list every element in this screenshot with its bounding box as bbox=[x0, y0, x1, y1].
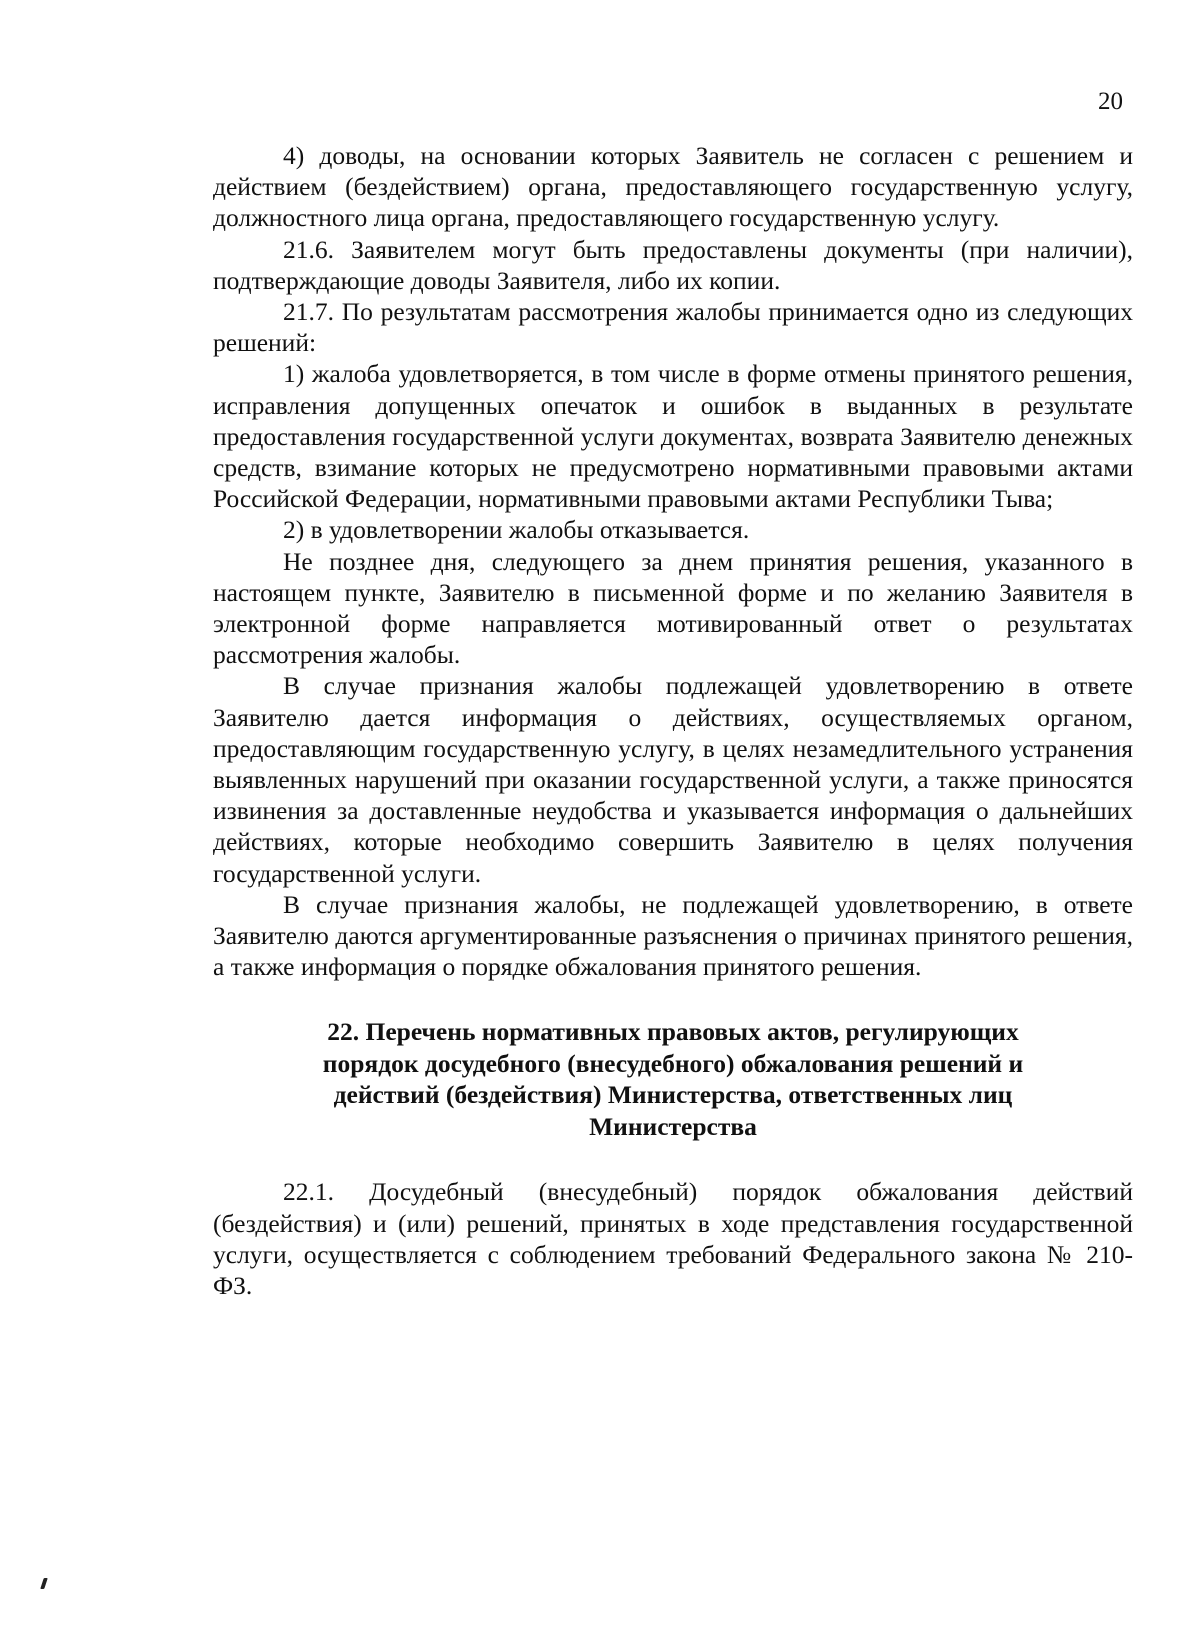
paragraph-complaint-rejected: В случае признания жалобы, не подлежащей удовлетворению, в ответе Заявителю даются аргументированные разъяснения о причинах принятого решения, а также информация о порядке обжалования принятого решения. bbox=[213, 889, 1133, 982]
paragraph-response-deadline: Не позднее дня, следующего за днем принятия решения, указанного в настоящем пункте, Заявителю в письменной форме и по желанию Заявителя в электронной форме направляется мотивированный ответ о результатах рассмотрения жалобы. bbox=[213, 546, 1133, 670]
paragraph-decision-1: 1) жалоба удовлетворяется, в том числе в форме отмены принятого решения, исправления допущенных опечаток и ошибок в выданных в результате предоставления государственной услуги документах, возврата Заявителю денежных средств, взимание которых не предусмотрено нормативными правовыми актами Российской Федерации, нормативными правовыми актами Республики Тыва; bbox=[213, 359, 1133, 514]
paragraph-decision-2: 2) в удовлетворении жалобы отказывается. bbox=[283, 515, 750, 545]
paragraph-complaint-satisfied: В случае признания жалобы подлежащей удовлетворению в ответе Заявителю дается информация о действиях, осуществляемых органом, предоставляющим государственную услугу, в целях незамедлительного устранения выявленных нарушений при оказании государственной услуги, а также приносятся извинения за доставленные неудобства и указывается информация о дальнейших действиях, которые необходимо совершить Заявителю в целях получения государственной услуги. bbox=[213, 671, 1133, 888]
section-heading-22: 22. Перечень нормативных правовых актов, регулирующих порядок досудебного (внесудебного) обжалования решений и действий (бездействия) Министерства, ответственных лиц Министерства bbox=[322, 1017, 1024, 1141]
paragraph-item-4-arguments: 4) доводы, на основании которых Заявитель не согласен с решением и действием (бездействием) органа, предоставляющего государственную услугу, должностного лица органа, предоставляющего государственную услугу. bbox=[213, 141, 1133, 233]
document-body bbox=[213, 140, 1133, 1301]
paragraph-22-1: 22.1. Досудебный (внесудебный) порядок обжалования действий (бездействия) и (или) решений, принятых в ходе представления государственной услуги, осуществляется с соблюдением требований Федерального закона № 210-ФЗ. bbox=[213, 1177, 1133, 1301]
page-number: 20 bbox=[1098, 88, 1123, 115]
scan-mark bbox=[40, 1578, 48, 1589]
paragraph-21-7: 21.7. По результатам рассмотрения жалобы принимается одно из следующих решений: bbox=[213, 297, 1133, 358]
paragraph-21-6: 21.6. Заявителем могут быть предоставлены документы (при наличии), подтверждающие доводы Заявителя, либо их копии. bbox=[213, 234, 1133, 295]
